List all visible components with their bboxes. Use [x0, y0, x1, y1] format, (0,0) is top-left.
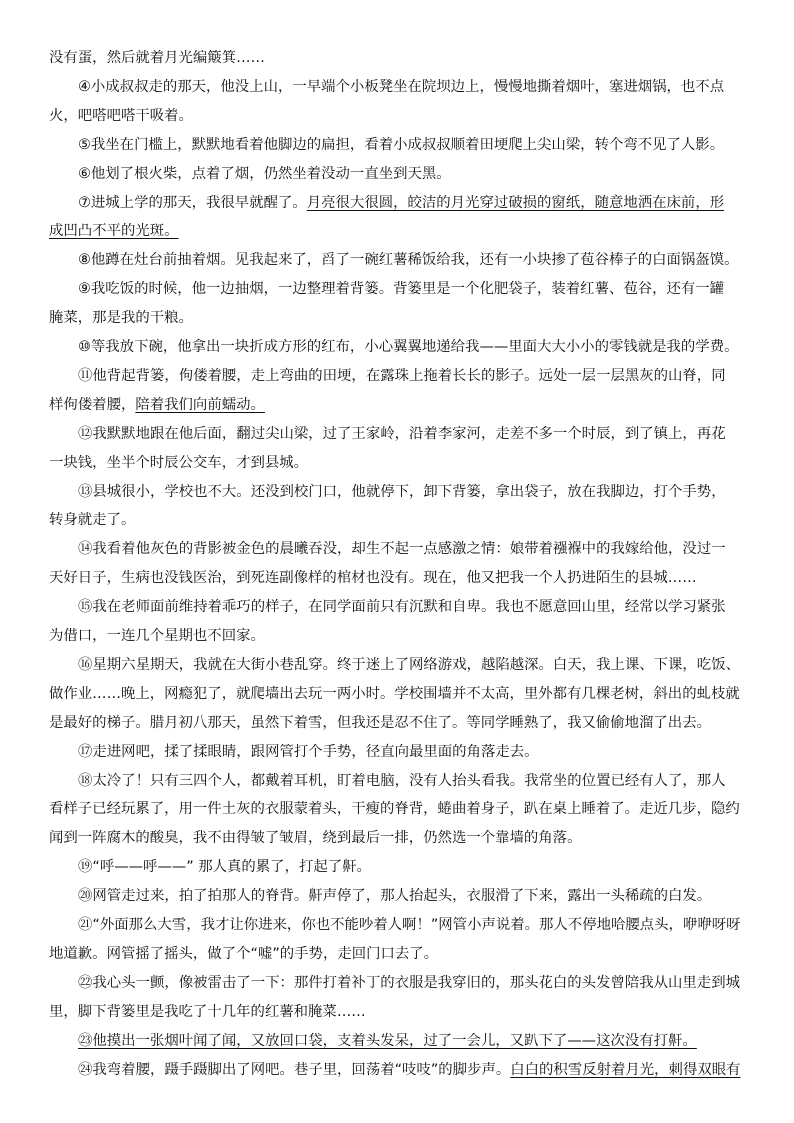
paragraph-13-line-1 [78, 593, 757, 622]
underlined-text: 白白的积雪反射着月光，刺得双眼有 [510, 1062, 741, 1078]
paragraph-18-line-1 [78, 882, 757, 911]
text-run: ⑧他蹲在灶台前抽着烟。见我起来了，舀了一碗红薯稀饭给我，还有一小块掺了苞谷棒子的白面锅盔馍。 [78, 252, 739, 268]
text-run: ⑲“呼——呼——” 那人真的累了，打起了鼾。 [78, 859, 371, 875]
text-run: 闻到一阵腐木的酸臭，我不由得皱了皱眉，绕到最后一排，仍然选一个靠墙的角落。 [49, 830, 582, 846]
paragraph-17-line-1 [78, 853, 757, 882]
paragraph-7-line-1 [78, 275, 757, 304]
text-run: ⑩等我放下碗，他拿出一块折成方形的红布，小心翼翼地递给我——里面大大小小的零钱就是我的学费。 [78, 339, 739, 355]
paragraph-6-line-1 [78, 246, 757, 275]
paragraph-5-line-1 [78, 189, 757, 218]
text-run: 样佝偻着腰， [49, 397, 136, 413]
paragraph-20-line-2 [49, 998, 757, 1027]
paragraph-21-line-1 [78, 1027, 757, 1056]
underlined-text: 陪着我们向前蠕动。 [135, 397, 265, 413]
text-run: 腌菜，那是我的干粮。 [49, 310, 193, 326]
paragraph-4-line-1 [78, 160, 757, 189]
text-run: 做作业……晚上，网瘾犯了，就爬墙出去玩一两小时。学校围墙并不太高，里外都有几棵老树，斜出的虬枝就 [49, 686, 740, 702]
underlined-text: 月亮很大很圆，皎洁的月光穿过破损的窗纸，随意地洒在床前，形 [306, 195, 725, 211]
text-run: 看样子已经玩累了，用一件土灰的衣服蒙着头，干瘦的脊背，蜷曲着身子，趴在桌上睡着了。走近几步，隐约 [49, 801, 740, 817]
text-run: ⑰走进网吧，揉了揉眼睛，跟网管打个手势，径直向最里面的角落走去。 [78, 744, 539, 760]
paragraph-5-line-2 [49, 217, 757, 246]
text-run: 地道歉。网管摇了摇头，做了个“嘘”的手势，走回门口去了。 [49, 946, 439, 962]
text-run: ⑭我看着他灰色的背影被金色的晨曦吞没，却生不起一点感激之情：娘带着襁褓中的我嫁给他，没过一 [78, 541, 726, 557]
paragraph-2-line-2 [49, 102, 757, 131]
paragraph-12-line-2 [49, 564, 757, 593]
paragraph-14-line-3 [49, 709, 757, 738]
paragraph-7-line-2 [49, 304, 757, 333]
paragraph-12-line-1 [78, 535, 757, 564]
paragraph-9-line-2 [49, 391, 757, 420]
paragraph-20-line-1 [78, 969, 757, 998]
text-run: 是最好的梯子。腊月初八那天，虽然下着雪，但我还是忍不住了。等同学睡熟了，我又偷偷地溜了出去。 [49, 715, 711, 731]
paragraph-3-line-1 [78, 131, 757, 160]
paragraph-15-line-1 [78, 738, 757, 767]
text-run: ⑯星期六星期天，我就在大街小巷乱穿。终于迷上了网络游戏，越陷越深。白天，我上课、下课，吃饭、 [78, 657, 740, 673]
paragraph-8-line-1 [78, 333, 757, 362]
underlined-text: ㉓他摸出一张烟叶闻了闻，又放回口袋，支着头发呆，过了一会儿，又趴下了——这次没有打鼾。 [78, 1033, 697, 1049]
text-run: 一块钱，坐半个时辰公交车，才到县城。 [49, 455, 309, 471]
text-run: 里，脚下背篓里是我吃了十几年的红薯和腌菜…… [49, 1004, 366, 1020]
paragraph-16-line-3 [49, 824, 757, 853]
paragraph-16-line-2 [49, 795, 757, 824]
text-run: ⑨我吃饭的时候，他一边抽烟，一边整理着背篓。背篓里是一个化肥袋子，装着红薯、苞谷，还有一罐 [78, 281, 725, 297]
text-run: 天好日子，生病也没钱医治，到死连副像样的棺材也没有。现在，他又把我一个人扔进陌生的县城…… [49, 570, 697, 586]
paragraph-1-line-1 [49, 44, 757, 73]
paragraph-14-line-1 [78, 651, 757, 680]
text-run: 没有蛋，然后就着月光编簸箕…… [49, 50, 265, 66]
paragraph-14-line-2 [49, 680, 757, 709]
text-run: ⑤我坐在门槛上，默默地看着他脚边的扁担，看着小成叔叔顺着田埂爬上尖山梁，转个弯不见了人影。 [78, 137, 725, 153]
paragraph-10-line-2 [49, 449, 757, 478]
paragraph-9-line-1 [78, 362, 757, 391]
text-run: ㉔我弯着腰，蹑手蹑脚出了网吧。巷子里，回荡着“吱吱”的脚步声。 [78, 1062, 511, 1078]
text-run: 为借口，一连几个星期也不回家。 [49, 628, 265, 644]
text-run: ㉑“外面那么大雪，我才让你进来，你也不能吵着人啊！”网管小声说着。那人不停地哈腰点头，咿咿呀呀 [78, 917, 741, 933]
text-run: ⑮我在老师面前维持着乖巧的样子，在同学面前只有沉默和自卑。我也不愿意回山里，经常以学习紧张 [78, 599, 726, 615]
paragraph-19-line-2 [49, 940, 757, 969]
text-run: ⑪他背起背篓，佝偻着腰，走上弯曲的田埂，在露珠上拖着长长的影子。远处一层一层黑灰的山脊，同 [78, 368, 726, 384]
paragraph-19-line-1 [78, 911, 757, 940]
text-run: ㉒我心头一颤，像被雷击了一下：那件打着补丁的衣服是我穿旧的，那头花白的头发曾陪我从山里走到城 [78, 975, 740, 991]
text-run: ⑳网管走过来，拍了拍那人的脊背。鼾声停了，那人抬起头，衣服滑了下来，露出一头稀疏的白发。 [78, 888, 712, 904]
text-run: ⑫我默默地跟在他后面，翻过尖山梁，过了王家岭，沿着李家河，走差不多一个时辰，到了镇上，再花 [78, 426, 726, 442]
underlined-text: 成凹凸不平的光斑。 [49, 223, 179, 239]
paragraph-10-line-1 [78, 420, 757, 449]
text-run: ⑬县城很小，学校也不大。还没到校门口，他就停下，卸下背篓，拿出袋子，放在我脚边，打个手势， [78, 484, 726, 500]
paragraph-16-line-1 [78, 767, 757, 796]
paragraph-11-line-1 [78, 478, 757, 507]
text-run: ④小成叔叔走的那天，他没上山，一早端个小板凳坐在院坝边上，慢慢地撕着烟叶，塞进烟锅，也不点 [78, 79, 725, 95]
paragraph-2-line-1 [78, 73, 757, 102]
text-run: ⑦进城上学的那天，我很早就醒了。 [78, 195, 307, 211]
paragraph-22-line-1 [78, 1056, 757, 1085]
paragraph-13-line-2 [49, 622, 757, 651]
paragraph-11-line-2 [49, 506, 757, 535]
text-run: 转身就走了。 [49, 512, 136, 528]
text-run: ⑱太冷了！只有三四个人，都戴着耳机，盯着电脑，没有人抬头看我。我常坐的位置已经有人了，那人 [78, 773, 726, 789]
text-run: ⑥他划了根火柴，点着了烟，仍然坐着没动一直坐到天黑。 [78, 166, 451, 182]
text-run: 火，吧嗒吧嗒干吸着。 [49, 108, 193, 124]
